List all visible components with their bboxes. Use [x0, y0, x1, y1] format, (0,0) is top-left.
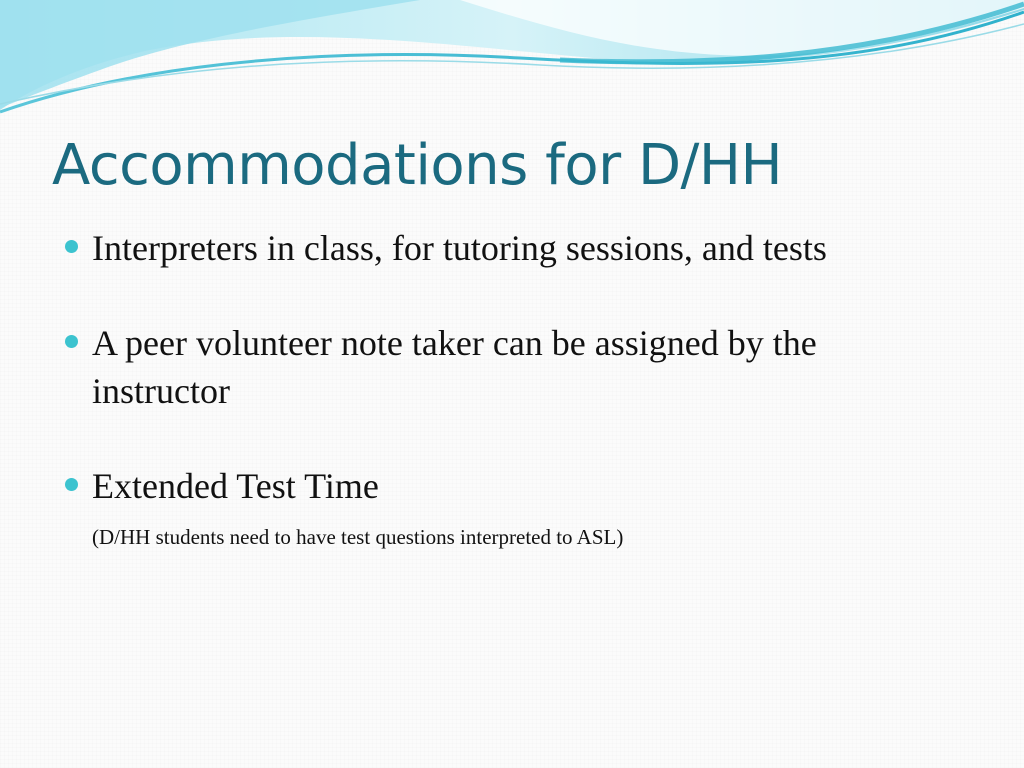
- bullet-dot-icon: [65, 478, 78, 491]
- bullet-item-interpreters: [62, 224, 962, 272]
- bullet-text: A peer volunteer note taker can be assigned by the instructor: [92, 323, 817, 411]
- slide-title: Accommodations for D/HH: [52, 133, 783, 198]
- bullet-item-extended-time: [62, 462, 962, 552]
- bullet-text: Interpreters in class, for tutoring sessions, and tests: [92, 228, 827, 268]
- bullet-dot-icon: [65, 240, 78, 253]
- bullet-list: [62, 224, 962, 552]
- bullet-item-note-taker: [62, 319, 962, 415]
- bullet-subtext: (D/HH students need to have test questions interpreted to ASL): [92, 525, 624, 549]
- bullet-text: Extended Test Time: [92, 466, 379, 506]
- header-wave-decoration: [0, 0, 1024, 120]
- bullet-dot-icon: [65, 335, 78, 348]
